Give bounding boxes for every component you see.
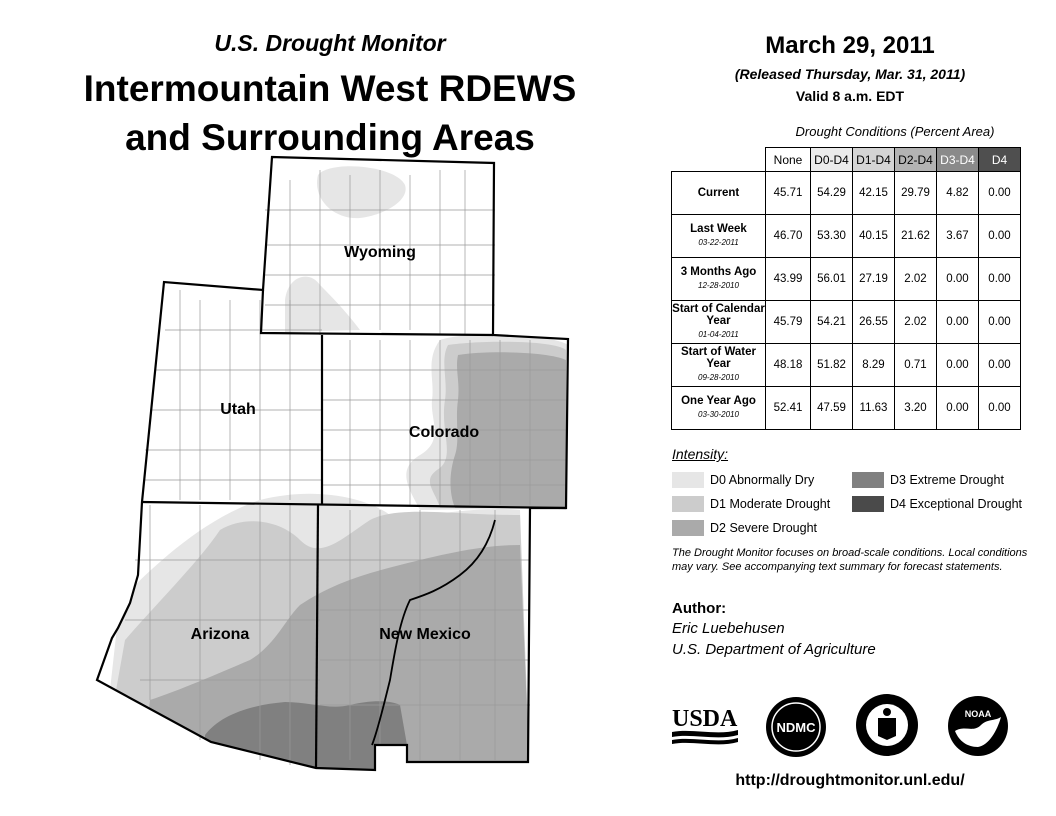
state-label-new-mexico: New Mexico — [379, 626, 471, 643]
table-row — [672, 215, 1021, 258]
table-cell: 3.67 — [937, 215, 979, 258]
table-cell: 0.00 — [937, 387, 979, 430]
table-cell: 21.62 — [895, 215, 937, 258]
legend-item-d3: D3 Extreme Drought — [852, 472, 1004, 488]
table-cell: 27.19 — [853, 258, 895, 301]
column-header: D2-D4 — [895, 148, 937, 172]
table-cell: 43.99 — [766, 258, 811, 301]
table-header-row — [672, 148, 1021, 172]
legend-swatch — [852, 472, 884, 488]
legend-item-d4: D4 Exceptional Drought — [852, 496, 1022, 512]
table-cell: 2.02 — [895, 258, 937, 301]
legend-item-d0: D0 Abnormally Dry — [672, 472, 814, 488]
table-cell: 45.71 — [766, 172, 811, 215]
table-cell: 0.00 — [979, 387, 1021, 430]
usda-logo — [672, 702, 738, 748]
table-cell: 53.30 — [811, 215, 853, 258]
legend-item-d1: D1 Moderate Drought — [672, 496, 830, 512]
svg-text:USDA: USDA — [672, 706, 738, 732]
state-label-arizona: Arizona — [190, 626, 250, 643]
table-row — [672, 258, 1021, 301]
row-label: One Year Ago 03-30-2010 — [672, 387, 766, 430]
table-cell: 47.59 — [811, 387, 853, 430]
column-header: D1-D4 — [853, 148, 895, 172]
released-date: (Released Thursday, Mar. 31, 2011) — [734, 66, 966, 82]
row-label: 3 Months Ago 12-28-2010 — [672, 258, 766, 301]
legend-swatch — [852, 496, 884, 512]
state-label-utah: Utah — [220, 401, 256, 418]
map-title-line2: and Surrounding Areas — [125, 117, 535, 158]
table-cell: 29.79 — [895, 172, 937, 215]
author-org: U.S. Department of Agriculture — [672, 641, 876, 658]
table-cell: 0.00 — [937, 301, 979, 344]
website-url[interactable]: http://droughtmonitor.unl.edu/ — [735, 772, 965, 789]
row-label: Start of Water Year 09-28-2010 — [672, 344, 766, 387]
commerce-seal-logo — [854, 692, 920, 758]
drought-map — [0, 150, 660, 780]
table-cell: 0.00 — [937, 258, 979, 301]
map-subtitle: U.S. Drought Monitor — [214, 30, 446, 56]
table-cell: 0.00 — [979, 344, 1021, 387]
table-row — [672, 387, 1021, 430]
legend-item-d2: D2 Severe Drought — [672, 520, 817, 536]
table-row — [672, 301, 1021, 344]
disclaimer-note: The Drought Monitor focuses on broad-scale conditions. Local conditions may vary. See accompanying text summary for forecast statements. — [672, 547, 1028, 573]
state-label-wyoming: Wyoming — [344, 244, 416, 261]
table-cell: 0.00 — [979, 301, 1021, 344]
legend-swatch — [672, 472, 704, 488]
map-date: March 29, 2011 — [765, 32, 935, 59]
legend-heading: Intensity: — [672, 446, 729, 462]
row-label: Start of Calendar Year 01-04-2011 — [672, 301, 766, 344]
table-cell: 40.15 — [853, 215, 895, 258]
drought-conditions-table — [671, 147, 1021, 430]
column-header: D0-D4 — [811, 148, 853, 172]
column-header: None — [766, 148, 811, 172]
table-cell: 4.82 — [937, 172, 979, 215]
noaa-logo — [947, 695, 1009, 757]
row-label: Last Week 03-22-2011 — [672, 215, 766, 258]
table-cell: 45.79 — [766, 301, 811, 344]
column-header: D3-D4 — [937, 148, 979, 172]
svg-text:NDMC: NDMC — [776, 720, 816, 735]
table-cell: 8.29 — [853, 344, 895, 387]
table-row — [672, 172, 1021, 215]
legend-swatch — [672, 496, 704, 512]
table-cell: 3.20 — [895, 387, 937, 430]
author-name: Eric Luebehusen — [672, 620, 785, 637]
ndmc-logo — [764, 695, 828, 759]
table-cell: 2.02 — [895, 301, 937, 344]
table-cell: 0.00 — [937, 344, 979, 387]
table-cell: 48.18 — [766, 344, 811, 387]
column-header: D4 — [979, 148, 1021, 172]
row-label: Current — [672, 172, 766, 215]
table-cell: 54.29 — [811, 172, 853, 215]
table-cell: 0.71 — [895, 344, 937, 387]
table-cell: 11.63 — [853, 387, 895, 430]
table-cell: 51.82 — [811, 344, 853, 387]
table-cell: 26.55 — [853, 301, 895, 344]
svg-text:NOAA: NOAA — [964, 709, 992, 719]
valid-time: Valid 8 a.m. EDT — [795, 88, 905, 104]
table-cell: 0.00 — [979, 215, 1021, 258]
table-cell: 0.00 — [979, 172, 1021, 215]
table-cell: 0.00 — [979, 258, 1021, 301]
table-cell: 52.41 — [766, 387, 811, 430]
table-cell: 42.15 — [853, 172, 895, 215]
table-cell: 56.01 — [811, 258, 853, 301]
table-cell: 54.21 — [811, 301, 853, 344]
table-row — [672, 344, 1021, 387]
table-caption: Drought Conditions (Percent Area) — [795, 124, 995, 139]
table-cell: 46.70 — [766, 215, 811, 258]
map-title-line1: Intermountain West RDEWS — [83, 68, 577, 109]
legend-swatch — [672, 520, 704, 536]
state-label-colorado: Colorado — [408, 424, 480, 441]
drought-shading — [90, 150, 580, 780]
author-heading: Author: — [672, 600, 727, 617]
